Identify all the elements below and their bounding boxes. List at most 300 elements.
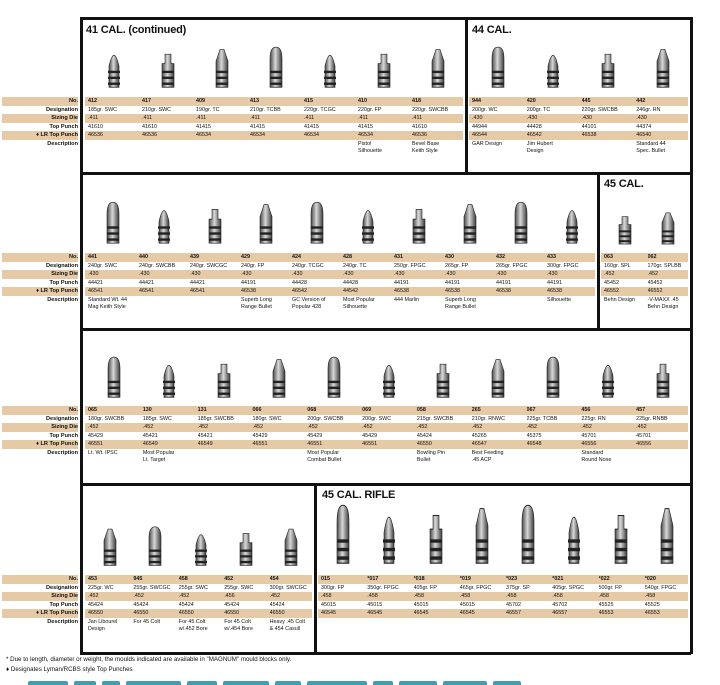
bullet-silhouette <box>657 495 677 570</box>
footnote-magnum: * Due to length, diameter or weight, the moulds indicated are available in "MAGNUM" mould blocks only. <box>6 656 292 663</box>
lr-top-punch-cell: 46550 <box>416 441 432 448</box>
description-cell: Most Popular Silhouette <box>343 297 375 310</box>
label-no: No. <box>2 406 78 415</box>
bullet-image <box>191 520 211 570</box>
bullet-image <box>145 520 165 570</box>
lr-top-punch-cell: 46534 <box>304 132 319 139</box>
label-description: Description <box>47 297 78 303</box>
top-punch-cell: 41415 <box>250 123 265 130</box>
sizing-die-cell: .452 <box>88 424 99 431</box>
cropped-letter-shape <box>126 681 181 685</box>
bullet-image <box>472 495 492 570</box>
section-title: 45 CAL. <box>604 178 644 190</box>
bullet-image <box>460 195 480 248</box>
footnote-lr-punch: ♦ Designates Lyman/RCBS style Top Punches <box>6 666 133 673</box>
designation-cell: 240gr. SWCBB <box>139 262 176 269</box>
lr-top-punch-cell: 46551 <box>307 441 323 448</box>
bullet-image <box>269 350 289 402</box>
bullet-silhouette <box>159 350 179 402</box>
lr-top-punch-cell: 46542 <box>526 132 542 139</box>
label-designation: Designation <box>45 584 78 591</box>
top-punch-cell: 45424 <box>269 601 285 608</box>
lr-top-punch-cell: 44542 <box>343 288 358 295</box>
top-punch-cell: 44428 <box>526 123 542 130</box>
bullet-image <box>543 40 563 92</box>
bullet-silhouette <box>236 520 256 570</box>
mould-number: 415 <box>304 98 313 104</box>
bullet-image <box>236 520 256 570</box>
bullet-image <box>657 495 677 570</box>
designation-cell: 240gr. FP <box>241 262 265 269</box>
top-punch-cell: 41610 <box>88 123 103 130</box>
top-punch-cell: 44374 <box>636 123 652 130</box>
designation-cell: 265gr. FP <box>445 262 469 269</box>
bullet-image <box>100 520 120 570</box>
top-punch-cell: 44101 <box>581 123 597 130</box>
bullet-silhouette <box>379 495 399 570</box>
lr-top-punch-cell: 46553 <box>644 610 660 617</box>
bullet-silhouette <box>598 40 618 92</box>
mould-number: 441 <box>88 254 97 260</box>
sizing-die-cell: .458 <box>367 593 378 600</box>
designation-cell: 405gr. SPGC <box>552 584 585 591</box>
sizing-die-cell: .430 <box>394 271 405 278</box>
sizing-die-cell: .458 <box>552 593 563 600</box>
bullet-image <box>256 195 276 248</box>
designation-cell: 255gr. SWC <box>178 584 208 591</box>
designation-cell: 240gr. SWCGC <box>190 262 228 269</box>
lr-top-punch-cell: 46547 <box>471 441 487 448</box>
designation-cell: 185gr. SWCBB <box>197 415 234 422</box>
lr-top-punch-cell: 46538 <box>241 288 256 295</box>
top-punch-cell: 45424 <box>224 601 240 608</box>
mould-number: *018 <box>413 576 425 582</box>
sizing-die-cell: .430 <box>526 115 538 122</box>
lr-top-punch-cell: 46538 <box>581 132 597 139</box>
top-punch-cell: 45424 <box>88 601 103 608</box>
mould-number: 457 <box>636 407 646 413</box>
mould-number: *020 <box>644 576 656 582</box>
sizing-die-cell: .430 <box>343 271 354 278</box>
designation-cell: 220gr. TCGC <box>304 106 336 113</box>
bullet-silhouette <box>379 350 399 402</box>
top-punch-cell: 45015 <box>413 601 429 608</box>
cropped-letter-shape <box>399 681 437 685</box>
bullet-image <box>159 350 179 402</box>
label-top-punch: Top Punch <box>49 432 78 439</box>
frame-rule <box>80 17 83 654</box>
description-cell: Behn Design <box>604 297 635 303</box>
description-cell: Standard Wt. 44 Mag Keith Style <box>88 297 127 310</box>
designation-cell: 160gr. SPL <box>604 262 631 269</box>
cropped-letter-shape <box>373 681 393 685</box>
bullet-silhouette <box>488 40 508 92</box>
sizing-die-cell: .430 <box>547 271 558 278</box>
sizing-die-cell: .452 <box>307 424 318 431</box>
bullet-image <box>409 195 429 248</box>
top-punch-cell: 45429 <box>88 432 103 439</box>
designation-cell: 300gr. FPGC <box>547 262 579 269</box>
mould-number: 439 <box>190 254 199 260</box>
bullet-image <box>562 195 582 248</box>
bullet-image <box>564 495 584 570</box>
designation-cell: 255gr. SWC <box>224 584 254 591</box>
sizing-die-cell: .452 <box>581 424 592 431</box>
top-punch-cell: 45265 <box>471 432 487 439</box>
mould-number: 429 <box>241 254 250 260</box>
top-punch-cell: 45424 <box>178 601 194 608</box>
lr-top-punch-cell: 46556 <box>636 441 652 448</box>
bullet-silhouette <box>214 350 234 402</box>
bullet-image <box>374 40 394 92</box>
cropped-letter-shape <box>307 681 367 685</box>
designation-cell: 220gr. SWCBB <box>581 106 618 113</box>
top-punch-cell: 44421 <box>139 279 154 286</box>
description-cell: Most Popular Lt. Target <box>142 450 175 463</box>
mould-number: *021 <box>552 576 564 582</box>
cropped-letter-shape <box>275 681 301 685</box>
sizing-die-cell: .452 <box>471 424 483 431</box>
lr-top-punch-cell: 46541 <box>139 288 154 295</box>
mould-number: 445 <box>581 98 591 104</box>
bullet-image <box>433 350 453 402</box>
label-designation: Designation <box>45 262 78 269</box>
sizing-die-cell: .430 <box>472 115 483 122</box>
top-punch-cell: 45701 <box>581 432 597 439</box>
bullet-image <box>615 205 635 248</box>
bullet-silhouette <box>281 520 301 570</box>
top-punch-cell: 44191 <box>241 279 256 286</box>
designation-cell: 170gr. SPLBB <box>647 262 682 269</box>
bullet-image <box>653 40 673 92</box>
bullet-image <box>154 195 174 248</box>
bullet-silhouette <box>409 195 429 248</box>
bullet-silhouette <box>472 495 492 570</box>
designation-cell: 300gr. SWCGC <box>269 584 307 591</box>
description-cell: Superb Long Range Bullet <box>241 297 272 310</box>
bullet-image <box>333 495 353 570</box>
mould-number: 131 <box>197 407 207 413</box>
description-cell: For 45 Colt <box>133 619 161 625</box>
bullet-silhouette <box>598 350 618 402</box>
bullet-image <box>658 205 678 248</box>
top-punch-cell: 44191 <box>445 279 460 286</box>
bullet-silhouette <box>543 40 563 92</box>
bullet-silhouette <box>488 350 508 402</box>
description-cell: -V-MAXX .45 Behn Design <box>647 297 679 310</box>
bullet-silhouette <box>511 195 531 248</box>
lr-top-punch-cell: 46552 <box>647 288 663 295</box>
lr-top-punch-cell: 46557 <box>552 610 568 617</box>
lr-top-punch-cell: 46550 <box>269 610 285 617</box>
lr-top-punch-cell: 46541 <box>88 288 103 295</box>
label-top-punch: Top Punch <box>49 279 78 286</box>
mould-number: 062 <box>647 254 657 260</box>
top-punch-cell: 45702 <box>506 601 521 608</box>
mould-number: 418 <box>412 98 421 104</box>
mould-number: 065 <box>88 407 97 413</box>
cropped-letter-shape <box>28 681 68 685</box>
mould-number: 413 <box>250 98 259 104</box>
section-title: 45 CAL. RIFLE <box>322 489 396 501</box>
sizing-die-cell: .458 <box>459 593 471 600</box>
sizing-die-cell: .411 <box>304 115 315 122</box>
cropped-letter-shape <box>187 681 217 685</box>
description-cell: 444 Marlin <box>394 297 420 303</box>
designation-cell: 240gr. TCGC <box>292 262 324 269</box>
description-cell: Jim Hubert Design <box>526 141 553 154</box>
lr-top-punch-cell: 46550 <box>88 610 103 617</box>
top-punch-cell: 45015 <box>367 601 383 608</box>
mould-number: 409 <box>196 98 205 104</box>
mould-number: *023 <box>506 576 518 582</box>
top-punch-cell: 45424 <box>416 432 432 439</box>
bullet-image <box>205 195 225 248</box>
bullet-image <box>488 350 508 402</box>
frame-rule <box>80 483 691 486</box>
top-punch-cell: 45701 <box>636 432 652 439</box>
top-punch-cell: 45424 <box>133 601 149 608</box>
mould-number: 453 <box>88 576 97 582</box>
top-punch-cell: 44191 <box>394 279 409 286</box>
section-title: 41 CAL. (continued) <box>86 24 187 36</box>
sizing-die-cell: .430 <box>496 271 507 278</box>
mould-number: *022 <box>598 576 610 582</box>
description-cell: Pistol Silhouette <box>358 141 382 154</box>
designation-cell: 225gr. RNBB <box>636 415 668 422</box>
mould-number: 068 <box>307 407 317 413</box>
label-sizing-die: Sizing Die <box>2 270 78 279</box>
lr-top-punch-cell: 46549 <box>197 441 213 448</box>
top-punch-cell: 41415 <box>196 123 211 130</box>
description-cell: Lt. Wt. IPSC <box>88 450 118 456</box>
bullet-silhouette <box>191 520 211 570</box>
designation-cell: 375gr. SP <box>506 584 530 591</box>
designation-cell: 405gr. FP <box>413 584 437 591</box>
lr-top-punch-cell: 46540 <box>636 132 652 139</box>
designation-cell: 200gr. WC <box>472 106 498 113</box>
bullet-image <box>598 40 618 92</box>
description-cell: Most Popular Combat Bullet <box>307 450 342 463</box>
sizing-die-cell: .452 <box>88 593 99 600</box>
top-punch-cell: 45015 <box>321 601 336 608</box>
label-description: Description <box>47 619 78 625</box>
label-sizing-die: Sizing Die <box>2 592 78 601</box>
top-punch-cell: 41610 <box>142 123 157 130</box>
mould-number: 063 <box>604 254 613 260</box>
bullet-image <box>158 40 178 92</box>
frame-rule <box>80 17 691 20</box>
label-designation: Designation <box>45 106 78 113</box>
designation-cell: 180gr. SWC <box>252 415 282 422</box>
mould-number: 432 <box>496 254 505 260</box>
designation-cell: 225gr. TCBB <box>526 415 558 422</box>
bullet-image <box>324 350 344 402</box>
label-lr-top-punch: ♦ LR Top Punch <box>2 131 78 140</box>
sizing-die-cell: .430 <box>636 115 647 122</box>
description-cell: Standard Round Nose <box>581 450 612 463</box>
top-punch-cell: 45702 <box>552 601 568 608</box>
description-cell <box>636 450 705 466</box>
top-punch-cell: 41415 <box>304 123 319 130</box>
label-top-punch: Top Punch <box>49 123 78 130</box>
label-description: Description <box>47 450 78 456</box>
bullet-image <box>212 40 232 92</box>
mould-number: 944 <box>472 98 481 104</box>
lr-top-punch-cell: 46538 <box>496 288 511 295</box>
sizing-die-cell: .452 <box>178 593 190 600</box>
designation-cell: 255gr. SWCGC <box>133 584 171 591</box>
designation-cell: 190gr. TC <box>196 106 220 113</box>
bullet-image <box>104 350 124 402</box>
designation-cell: 225gr. WC <box>88 584 114 591</box>
label-lr-top-punch: ♦ LR Top Punch <box>2 287 78 296</box>
designation-cell: 210gr. RNWC <box>471 415 505 422</box>
mould-number: 015 <box>321 576 330 582</box>
lr-top-punch-cell: 46553 <box>598 610 614 617</box>
bullet-silhouette <box>518 495 538 570</box>
lr-top-punch-cell: 46545 <box>459 610 475 617</box>
bullet-silhouette <box>324 350 344 402</box>
description-cell: Standard 44 Spec. Bullet <box>636 141 666 154</box>
lr-top-punch-cell: 46557 <box>506 610 521 617</box>
bullet-image <box>488 40 508 92</box>
lr-top-punch-cell: 46534 <box>250 132 265 139</box>
bullet-silhouette <box>266 40 286 92</box>
lr-top-punch-cell: 46550 <box>178 610 194 617</box>
mould-number: 067 <box>526 407 536 413</box>
bullet-image <box>543 350 563 402</box>
bullet-silhouette <box>433 350 453 402</box>
label-top-punch: Top Punch <box>49 601 78 608</box>
cropped-heading-fragment <box>28 674 688 685</box>
bullet-image <box>379 350 399 402</box>
label-no: No. <box>2 97 78 106</box>
bullet-silhouette <box>212 40 232 92</box>
sizing-die-cell: .458 <box>413 593 424 600</box>
description-cell <box>645 619 705 635</box>
label-no: No. <box>2 575 78 584</box>
description-cell: Heavy .45 Colt & 454 Casull <box>269 619 305 632</box>
description-cell: Bevel Base Keith Style <box>412 141 440 154</box>
description-cell: Silhouette <box>547 297 571 303</box>
lr-top-punch-cell: 46534 <box>358 132 373 139</box>
lr-top-punch-cell: 46538 <box>445 288 460 295</box>
top-punch-cell: 45375 <box>526 432 542 439</box>
bullet-image <box>281 520 301 570</box>
sizing-die-cell: .452 <box>142 424 154 431</box>
designation-cell: 215gr. SWCBB <box>416 415 454 422</box>
bullet-silhouette <box>653 350 673 402</box>
bullet-image <box>266 40 286 92</box>
mould-number: 265 <box>471 407 481 413</box>
top-punch-cell: 45525 <box>644 601 660 608</box>
sizing-die-cell: .430 <box>88 271 99 278</box>
designation-cell: 180gr. SWCBB <box>88 415 125 422</box>
bullet-silhouette <box>460 195 480 248</box>
top-punch-cell: 45421 <box>142 432 158 439</box>
bullet-image <box>307 195 327 248</box>
designation-cell: 240gr. SWC <box>88 262 118 269</box>
lr-top-punch-cell: 46541 <box>190 288 205 295</box>
top-punch-cell: 45429 <box>362 432 378 439</box>
bullet-silhouette <box>158 40 178 92</box>
description-cell: Bowling Pin Bullet <box>416 450 446 463</box>
sizing-die-cell: .458 <box>506 593 517 600</box>
bullet-image <box>653 350 673 402</box>
top-punch-cell: 45015 <box>459 601 475 608</box>
mould-number: 428 <box>343 254 352 260</box>
top-punch-cell: 41610 <box>412 123 427 130</box>
designation-cell: 210gr. TCBB <box>250 106 281 113</box>
designation-cell: 500gr. FP <box>598 584 622 591</box>
description-cell: Jan Libourel Design <box>88 619 118 632</box>
lr-top-punch-cell: 46545 <box>367 610 383 617</box>
bullet-silhouette <box>564 495 584 570</box>
bullet-image <box>511 195 531 248</box>
lr-top-punch-cell: 46551 <box>252 441 268 448</box>
sizing-die-cell: .411 <box>196 115 207 122</box>
lr-top-punch-cell: 46542 <box>292 288 307 295</box>
mould-number: 442 <box>636 98 646 104</box>
bullet-silhouette <box>543 350 563 402</box>
mould-number: 420 <box>526 98 536 104</box>
designation-cell: 265gr. FPGC <box>496 262 528 269</box>
designation-cell: 220gr. SWCBB <box>412 106 449 113</box>
sizing-die-cell: .430 <box>581 115 592 122</box>
mould-number: 130 <box>142 407 152 413</box>
top-punch-cell: 44428 <box>292 279 307 286</box>
top-punch-cell: 44191 <box>547 279 562 286</box>
designation-cell: 200gr. SWC <box>362 415 392 422</box>
sizing-die-cell: .452 <box>636 424 647 431</box>
sizing-die-cell: .452 <box>416 424 428 431</box>
mould-number: 424 <box>292 254 301 260</box>
mould-number: 069 <box>362 407 372 413</box>
designation-cell: 300gr. FP <box>321 584 345 591</box>
mould-number: 456 <box>581 407 591 413</box>
mould-number: 454 <box>269 576 279 582</box>
description-cell: For 45 Colt w/.452 Bore <box>178 619 208 632</box>
designation-cell: 185gr. SWC <box>142 415 172 422</box>
sizing-die-cell: .430 <box>190 271 201 278</box>
mould-number: 433 <box>547 254 556 260</box>
description-cell: For 45 Colt w/.454 Bore <box>224 619 253 632</box>
bullet-silhouette <box>154 195 174 248</box>
sizing-die-cell: .452 <box>362 424 373 431</box>
bullet-silhouette <box>653 40 673 92</box>
top-punch-cell: 44944 <box>472 123 487 130</box>
description-cell: GC Version of Popular 428 <box>292 297 326 310</box>
sizing-die-cell: .411 <box>142 115 153 122</box>
designation-cell: 200gr. SWCBB <box>307 415 344 422</box>
mould-number: 410 <box>358 98 367 104</box>
bullet-silhouette <box>333 495 353 570</box>
top-punch-cell: 45525 <box>598 601 614 608</box>
mould-number: 452 <box>224 576 234 582</box>
bullet-image <box>320 40 340 92</box>
cropped-letter-shape <box>74 681 96 685</box>
bullet-image <box>598 350 618 402</box>
bullet-silhouette <box>104 350 124 402</box>
bullet-silhouette <box>426 495 446 570</box>
designation-cell: 465gr. FPGC <box>459 584 492 591</box>
lr-top-punch-cell: 46545 <box>321 610 336 617</box>
sizing-die-cell: .430 <box>292 271 303 278</box>
cropped-letter-shape <box>223 681 269 685</box>
cropped-letter-shape <box>493 681 521 685</box>
lr-top-punch-cell: 46536 <box>142 132 157 139</box>
